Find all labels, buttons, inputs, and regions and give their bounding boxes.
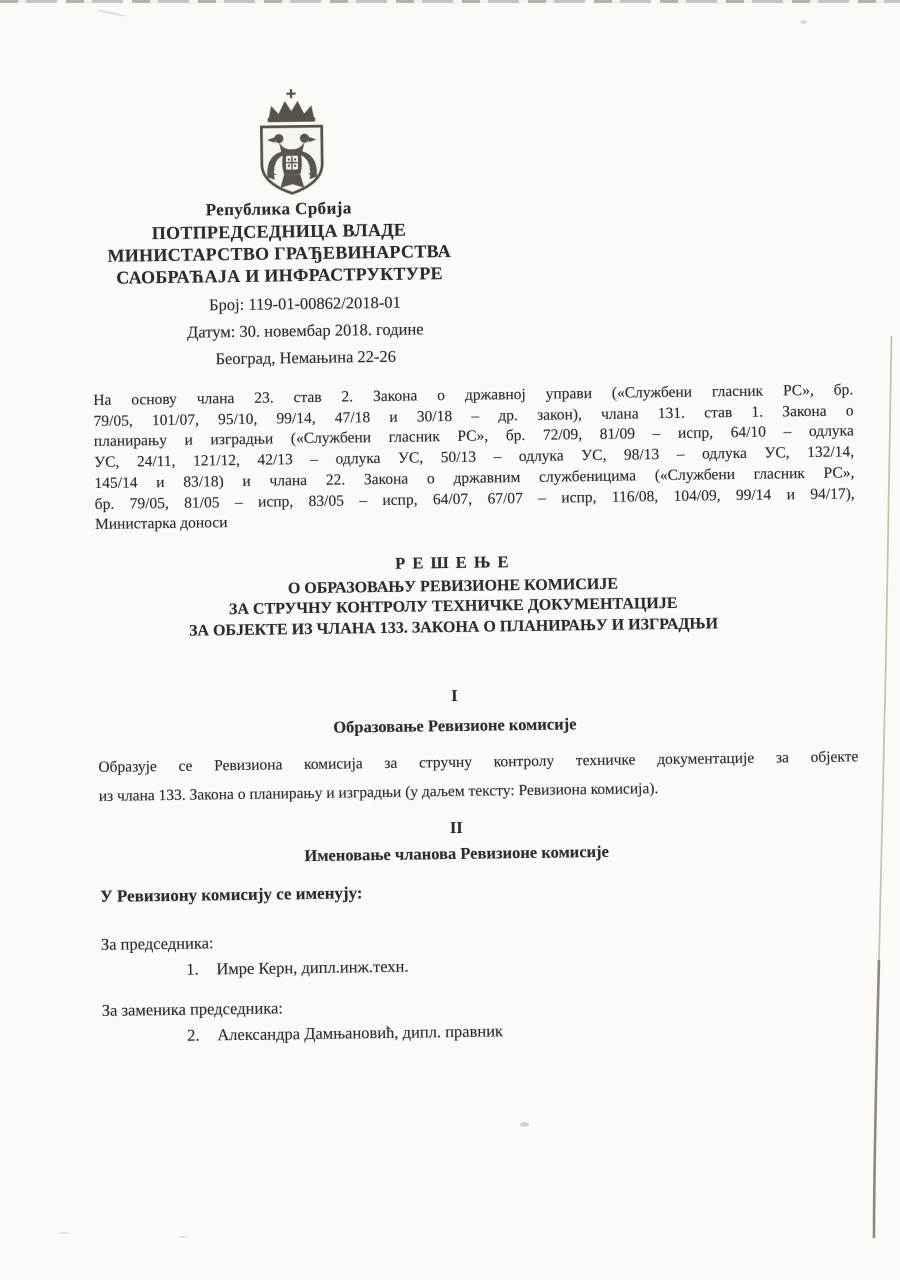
section-2-numeral: II [449, 817, 463, 838]
decision-title-line: О ОБРАЗОВАЊУ РЕВИЗИОНЕ КОМИСИЈЕ [287, 575, 619, 597]
appointment-role-label: За председника: [100, 933, 214, 954]
decision-title-line: ЗА ОБЈЕКТЕ ИЗ ЧЛАНА 133. ЗАКОНА О ПЛАНИРАЊУ И ИЗГРАДЊИ [188, 614, 719, 640]
appointment-number: 1. [186, 959, 199, 979]
section-1-numeral: I [451, 685, 458, 705]
section-1-body-line: Образује се Ревизиона комисија за стручну контролу техничке документације за објекте [98, 748, 859, 776]
letterhead-office-line: САОБРАЋАЈА И ИНФРАСТРУКТУРЕ [116, 263, 443, 288]
preamble-line: УС, 24/11, 121/12, 42/13 – одлука УС, 50/13 – одлука УС, 98/13 – одлука УС, 132/14, [94, 443, 855, 472]
preamble-line: На основу члана 23. став 2. Закона о државној управи («Службени гласник РС», бр. [93, 381, 854, 409]
preamble-line: 79/05, 101/07, 95/10, 99/14, 47/18 и 30/18 – др. закон), члана 131. став 1. Закона о [93, 402, 854, 430]
decision-title-line: Р Е Ш Е Њ Е [395, 552, 511, 573]
appointment-item [101, 951, 821, 981]
appointment-item [102, 1017, 822, 1047]
section-1-heading: Образовање Ревизионе комисије [333, 714, 577, 737]
section-1-body [98, 742, 859, 811]
appointment-person: Имре Керн, дипл.инж.техн. [216, 956, 409, 979]
document-date: Датум: 30. новембар 2018. године [186, 319, 424, 342]
section-1-body-line: из члана 133. Закона о планирању и изградњи (у даљем тексту: Ревизиона комисија). [98, 780, 659, 805]
decision-title-line: ЗА СТРУЧНУ КОНТРОЛУ ТЕХНИЧКЕ ДОКУМЕНТАЦИЈЕ [228, 594, 678, 619]
preamble-line: 145/14 и 83/18) и члана 22. Закона о државним службеницима («Службени гласник РС», [94, 464, 855, 492]
letterhead [0, 82, 564, 375]
appointment-person: Александра Дамњановић, дипл. правник [217, 1021, 504, 1045]
letterhead-office-line: ПОТПРЕДСЕДНИЦА ВЛАДЕ [151, 219, 407, 244]
serbia-coat-of-arms-icon [227, 85, 357, 197]
appointment-intro: У Ревизиону комисију се именују: [100, 883, 363, 906]
document-number: Број: 119-01-00862/2018-01 [208, 292, 401, 315]
preamble-closing-line: Министарка доноси [94, 514, 228, 534]
letterhead-meta [22, 286, 589, 375]
decision-title [95, 548, 810, 643]
appointment-role-label: За заменика председника: [101, 998, 284, 1020]
letterhead-office-line: МИНИСТАРСТВО ГРАЂЕВИНАРСТВА [107, 240, 452, 266]
letterhead-country: Република Србија [205, 198, 352, 220]
legal-preamble [93, 380, 855, 536]
document-place: Београд, Немањина 22-26 [215, 346, 397, 369]
preamble-line: планирању и изградњи («Службени гласник РС», бр. 72/09, 81/09 – испр, 64/10 – одлука [93, 422, 854, 451]
appointment-number: 2. [187, 1025, 200, 1045]
preamble-line: бр. 79/05, 81/05 – испр, 83/05 – испр, 64/07, 67/07 – испр, 116/08, 104/09, 99/14 и 94/17), [94, 484, 855, 513]
section-2-heading: Именовање чланова Ревизионе комисије [304, 841, 610, 866]
